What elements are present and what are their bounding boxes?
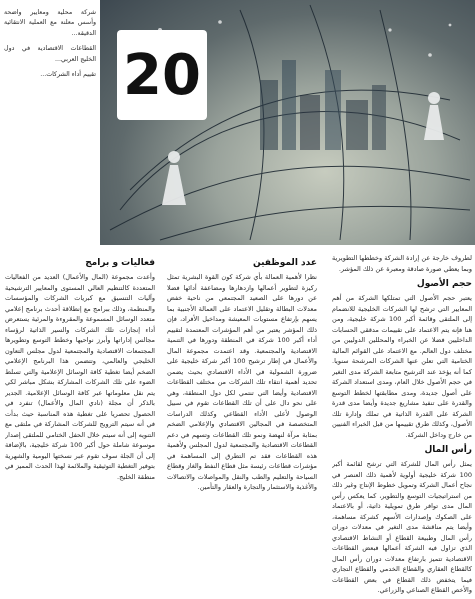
article-columns [0, 253, 475, 599]
column-middle [167, 253, 317, 599]
strip-text-block: شركة محلية ومعايير واضحة وأسس معلنة مع العملية الانتقائية الدقيقة... القطاعات الاقتصادية في دول الخليج العربي... تقييم أداء الشركات... [4, 9, 96, 79]
section-title-assets: حجم الأصول [416, 279, 472, 289]
section-body-assets: يعتبر حجم الأصول التي تمتلكها الشركة من أهم المعايير التي ترشح لها الشركات الخليجية للانضمام إلى الملتقى وقائمة أكبر 100 شركة خليجية، ومن هنا فإنه يتم الاعتماد على تقييمات مدققي الحسابات الداخليين فضلا عن الخبراء والمحللين الدوليين من مختلف دول العالم. مع الاعتماد على القوائم المالية الختامية التي تعلن عنها الشركات المرشحة سنويا. كما أنه يؤخذ عند الترشيح متابعة الشركة مدى التغير في حجم الأصول خلال العام، ومدى استعداد الشركة على أصول جديدة، ومدى مطابقتها لخطط التوسع والقدرة على تنفيذ مشاريع جديدة وأيضا مدى قدرة الشركة على القدرة الذاتية في تملك وإدارة تلك الأصول، وكذلك طرق تقييمها من قبل الخبراء الفنيين من خارج وداخل الشركة. [332, 294, 472, 439]
section-body-events: وأعدت مجموعة (المال والأعمال) العديد من الفعاليات المتعددة كالتنظيم العالي المستوى والمعايير الترشيحية وآليات التنسيق مع كبريات الشركات والمؤسسات والمنظمة، وذلك ببرامج مع إنطلاقة أحدث برنامج إعلامي متعدد الوسائل المسموعة والمقروءة والمرئية يستعرض أداء إنجازات تلك الشركات والسير الذاتية لرؤساء مجالس إداراتها وأبرز نواحيها وخطط التوسع وتطويرها المجتمعات الاقتصادية والمجتمعية لدول مجلس التعاون الخليجي والعالمي، وتتضمن هذا البرنامج الإعلامي الضخم أيضا تغطية كافة الوسائل الإعلامية والتي تسلط الضوء على تلك الشركات المشاركة بشكل مباشر لكي يتم نقل معلوماتها عبر كافة الوسائل الإعلامية. الجدير بالذكر أن مجلة (نادي المال والأعمال) تنفرد في الحصول تحصريا على تغطية هذه المناسبة حيث بدأت في أنه سيتم الترويج للشركات المشاركة في ملتقى مع التنويه إلى أنه سيتم خلال الحفل الختامي للملتقى إصدار موسوعة شاملة حول أكبر 100 شركة خليجية، بالإضافة إلى أن الجلة سوف تقوم عبر نسختها اليومية والشهرية بتوفير التغطية التوثيقية والملائمة لهذا الحدث المميز في منطقة الخليج. [5, 273, 155, 481]
section-title-employees: عدد الموظفين [253, 258, 317, 268]
number-20-box: 20 [117, 30, 207, 120]
intro-paragraph: لطروف خارجة عن إرادة الشركة وخططها التطويرية وبما يعطي صورة صادقة ومعبرة عن ذلك المؤشر. [332, 254, 472, 273]
section-title-events: فعاليات و برامج [85, 258, 155, 268]
section-body-employees: نظرا لأهمية العمالة بأي شركة كون القوة البشرية تمثل ركيزة لتطوير أعمالها وازدهارها ومضاعفة أدائها فضلا عن دورها على الصعيد المجتمعي من ناحية خفض معدلات البطالة وتقليل الاعتماد على العمالة الأجنبية بما يسهم بإرتفاع مستويات المعيشة ومداخيل الأفراد، فإن ذلك المؤشر يعتبر من أهم المؤشرات المعتمدة لتقييم أداء أكبر 100 شركة في المنطقة ودورها في التنمية الاقتصادية والمجتمعية. وقد اعتمدت مجموعة المال والأعمال في إطار ترشيح 100 أكبر شركة خليجية على ضرورة الشمولية في الأداء الاقتصادي بحيث يضمن تحديد أهمية انتقاء تلك الشركات من مختلف القطاعات الاقتصادية وأيضا التي تنتمي لكل دول المنطقة، وهي على نحو دال على أن تلك القطاعات تقوم في سبيل الوصول لأعلى الأداء القطاعي وكذلك الدراسات المتخصصة في المجالين الاقتصادي والإعلامي الضخم بمثابة مرآة لنهضة ونمو تلك القطاعات وتسهم في دعم القطاعات الاقتصادية والمجتمعية لدول المجلس ولأهمية هذه القطاعات فقد تم التطرق إلى المساهمة في مؤشرات قطاعات رئيسة مثل قطاع النفط والغاز وقطاع السياحة والتعليم والطب والنقل والمواصلات والاتصالات والأغذية والاستثمار والتجارة والعقار والتأمين. [167, 273, 317, 491]
top-left-text-strip [0, 0, 100, 245]
illustration-globe-city [100, 0, 475, 245]
column-left [5, 253, 155, 599]
column-right [332, 253, 472, 599]
section-body-capital: يمثل رأس المال للشركة التي ترشح لقائمة أكبر 100 شركة خليجية أولوية لأهمية ذلك العنصر في نجاح أعمال الشركة وتمويل خطوط الإنتاج وغير ذلك من استراتيجيات التوسع والتطوير، كما يعكس رأس المال مدى توافر طرق تمويلية ذاتية، أو بالاعتماد على الصكوك وإصدارات الأسهم كشركة مساهمة، وأيضا يتم مناقشة مدى التغير في معدلات دوران رأس المال وطبيعة القطاع أو النشاط الاقتصادي الذي تزاول فيه الشركة أعمالها فبعض القطاعات الاقتصادية تتميز بارتفاع معدلات دوران رأس المال كالقطاع العقاري والقطاع الخدمي والقطاع التجاري فيما يتخفض ذلك القطاع في بعض القطاعات والأخص القطاع الصناعي والزراعي. [332, 460, 472, 594]
section-title-capital: رأس المال [424, 445, 472, 455]
